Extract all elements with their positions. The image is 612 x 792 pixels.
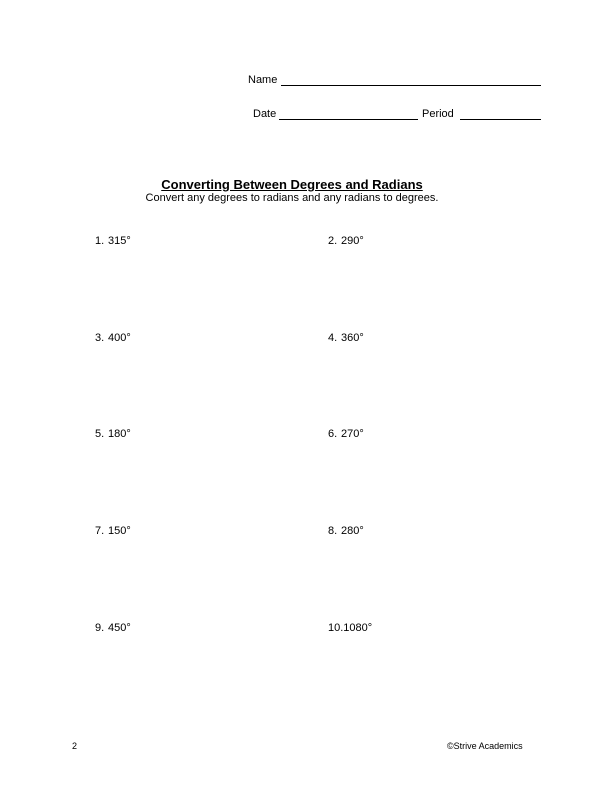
- problem-value: 450°: [108, 622, 131, 634]
- problem-number: 7.: [95, 525, 105, 537]
- problem-number: 5.: [95, 428, 105, 440]
- date-field-line[interactable]: [279, 119, 418, 120]
- problem-item: [95, 622, 131, 634]
- problem-number: 8.: [328, 525, 338, 537]
- problem-item: [95, 332, 131, 344]
- problem-value: 150°: [108, 525, 131, 537]
- problem-value: 315°: [108, 235, 131, 247]
- problem-value: 180°: [108, 428, 131, 440]
- problem-item: [328, 235, 364, 247]
- problem-item: [95, 235, 131, 247]
- name-field-line[interactable]: [281, 85, 541, 86]
- problem-number: 6.: [328, 428, 338, 440]
- problem-number: 1.: [95, 235, 105, 247]
- page-number: 2: [72, 741, 78, 751]
- worksheet-title: Converting Between Degrees and Radians: [161, 177, 423, 192]
- period-label: Period: [422, 108, 454, 120]
- problem-number: 9.: [95, 622, 105, 634]
- problem-number: 3.: [95, 332, 105, 344]
- date-label: Date: [253, 108, 277, 120]
- problem-value: 290°: [341, 235, 364, 247]
- problem-item: [328, 525, 364, 537]
- instructions: Convert any degrees to radians and any radians to degrees.: [145, 192, 439, 204]
- problem-number: 4.: [328, 332, 338, 344]
- name-label: Name: [248, 74, 278, 86]
- problem-item: [95, 428, 131, 440]
- problem-number: 10.: [328, 622, 344, 634]
- problem-value: 1080°: [343, 622, 373, 634]
- problem-value: 280°: [341, 525, 364, 537]
- problem-number: 2.: [328, 235, 338, 247]
- problem-item: [95, 525, 131, 537]
- problem-item: [328, 332, 364, 344]
- copyright: ©Strive Academics: [447, 741, 523, 751]
- problem-value: 400°: [108, 332, 131, 344]
- problem-value: 270°: [341, 428, 364, 440]
- problem-item: [328, 622, 372, 634]
- problem-item: [328, 428, 364, 440]
- problem-value: 360°: [341, 332, 364, 344]
- period-field-line[interactable]: [460, 119, 541, 120]
